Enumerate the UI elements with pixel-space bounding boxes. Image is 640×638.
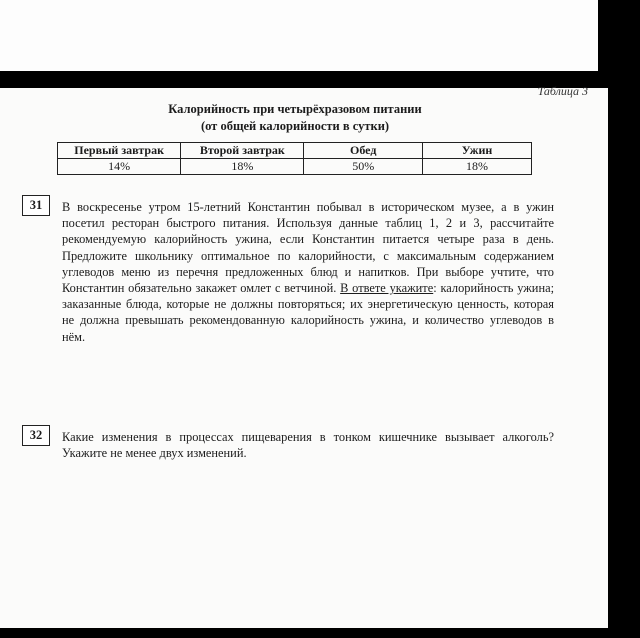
table-cell: 14% [58, 159, 181, 175]
table-subtitle: (от общей калорийности в сутки) [200, 119, 390, 133]
table-cell: 50% [304, 159, 423, 175]
table-row [58, 159, 532, 175]
question-31-text [62, 199, 554, 345]
table-header-cell: Второй завтрак [181, 143, 304, 159]
table-header-cell: Обед [304, 143, 423, 159]
bottom-black-bar [0, 628, 640, 638]
question-31-text-start: В воскресенье утром 15-летний Константин побывал в историческом музее, а в ужин посетил ресторан быстрого питания. Используя данные таблиц 1, 2 и 3, рассчитайте рекомендуемую калорийность ужина, если Константин питается четыре раза в день. Предложите школьнику оптимальное по калорийности, с максимальным содержанием углеводов меню из перечня предложенных блюд и напитков. При выборе учтите, что Константин обязательно закажет омлет с ветчиной. [62, 200, 554, 296]
question-32-text: Какие изменения в процессах пищеварения в тонком кишечнике вызывает алкоголь? Укажите не менее двух изменений. [62, 430, 554, 461]
previous-page-fragment [0, 0, 598, 71]
table-header-cell: Первый завтрак [58, 143, 181, 159]
table-header-cell: Ужин [422, 143, 531, 159]
table-cell: 18% [422, 159, 531, 175]
question-number-32: 32 [22, 425, 50, 446]
question-31-text-end: : калорийность ужина; заказанные блюда, которые не должны повторяться; их энергетическую ценность, которая не должна превышать рекомендованную калорийность ужина, и количество углеводов в нём. [62, 281, 555, 344]
calorie-table [57, 142, 532, 175]
table-caption: Таблица 3 [537, 84, 588, 98]
table-title: Калорийность при четырёхразовом питании [168, 102, 422, 116]
table-header-row [58, 143, 532, 159]
question-number-31: 31 [22, 195, 50, 216]
table-cell: 18% [181, 159, 304, 175]
answer-instruction-underlined: В ответе укажите [340, 281, 434, 296]
